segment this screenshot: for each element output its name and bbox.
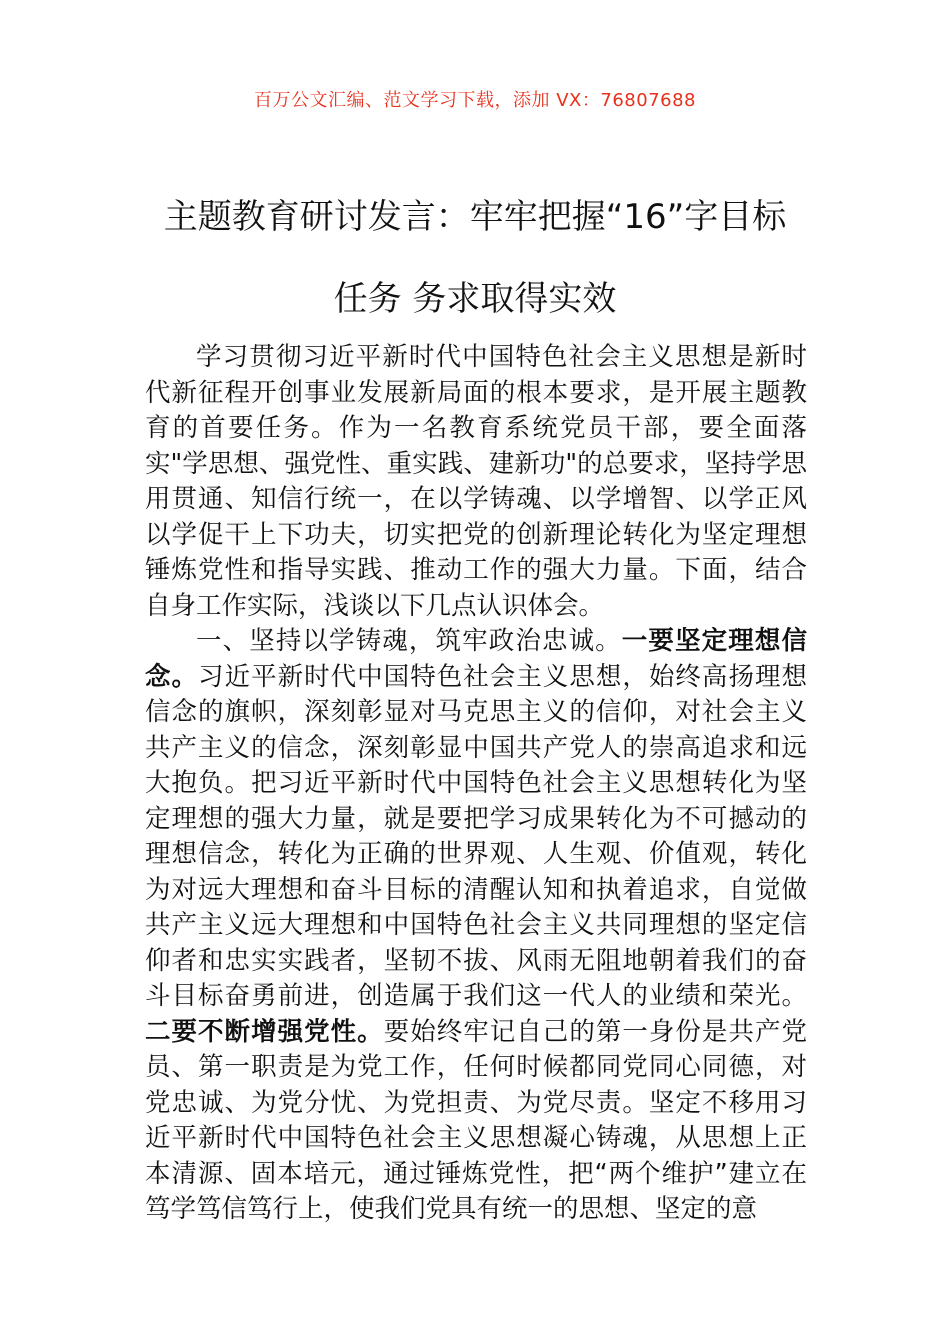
- point-1-text: 习近平新时代中国特色社会主义思想，始终高扬理想信念的旗帜，深刻彰显对马克思主义的信仰，对社会主义共产主义的信念，深刻彰显中国共产党人的崇高追求和远大抱负。把习近平新时代中国特色社会主义思想转化为坚定理想的强大力量，就是要把学习成果转化为不可撼动的理想信念，转化为正确的世界观、人生观、价值观，转化为对远大理想和奋斗目标的清醒认知和执着追求，自觉做共产主义远大理想和中国特色社会主义共同理想的坚定信仰者和忠实实践者，坚韧不拔、风雨无阻地朝着我们的奋斗目标奋勇前进，创造属于我们这一代人的业绩和荣光。: [145, 661, 807, 1011]
- paragraph-section-1: [145, 624, 807, 1228]
- title-line-2: 任务 务求取得实效: [333, 279, 617, 319]
- paragraph-intro: 学习贯彻习近平新时代中国特色社会主义思想是新时代新征程开创事业发展新局面的根本要求，是开展主题教育的首要任务。作为一名教育系统党员干部，要全面落实"学思想、强党性、重实践、建新功"的总要求，坚持学思用贯通、知信行统一，在以学铸魂、以学增智、以学正风以学促干上下功夫，切实把党的创新理论转化为坚定理想锤炼党性和指导实践、推动工作的强大力量。下面，结合自身工作实际，浅谈以下几点认识体会。: [145, 342, 807, 621]
- section-1-lead: 一、坚持以学铸魂，筑牢政治忠诚。: [196, 626, 622, 656]
- document-title: [120, 176, 830, 340]
- document-body: [145, 340, 807, 1228]
- point-2-text: 要始终牢记自己的第一身份是共产党员、第一职责是为党工作，任何时候都同党同心同德，对党忠诚、为党分忧、为党担责、为党尽责。坚定不移用习近平新时代中国特色社会主义思想凝心铸魂，从思想上正本清源、固本培元，通过锤炼党性，把“两个维护”建立在笃学笃信笃行上，使我们党具有统一的思想、坚定的意: [145, 1016, 807, 1224]
- point-2-heading: 二要不断增强党性。: [145, 1016, 384, 1047]
- point-1-heading: 一要坚定理想信念。: [145, 626, 807, 692]
- header-watermark-note: 百万公文汇编、范文学习下载，添加 VX：76807688: [254, 90, 696, 111]
- title-line-1: 主题教育研讨发言：牢牢把握“16”字目标: [163, 197, 787, 237]
